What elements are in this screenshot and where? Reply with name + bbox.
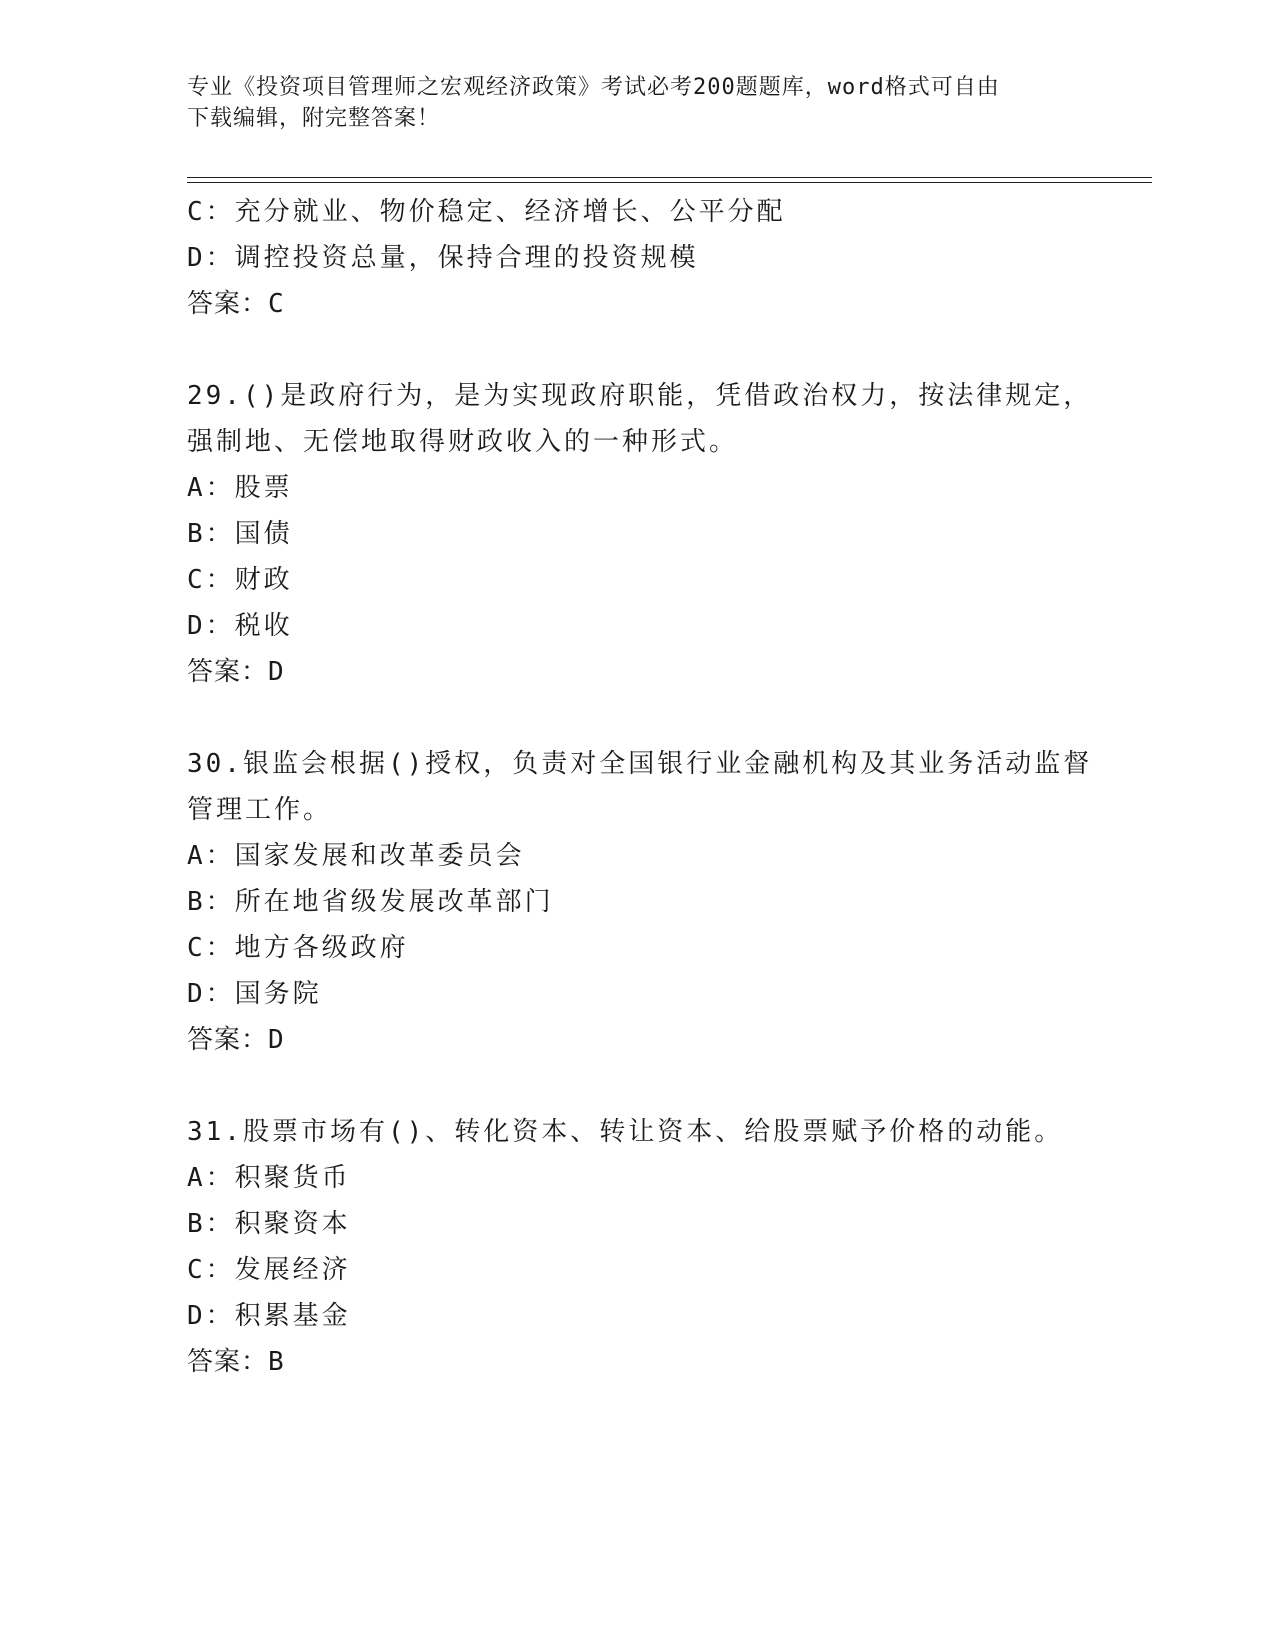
question-31 (187, 1109, 1087, 1385)
question-29 (187, 373, 1093, 695)
option-label: D： (187, 1301, 235, 1331)
option-label: B： (187, 887, 235, 917)
option-a (187, 833, 1087, 879)
option-text: 国债 (234, 519, 293, 549)
option-text: 地方各级政府 (234, 933, 409, 963)
option-d (187, 603, 1087, 649)
option-d (187, 971, 1087, 1017)
option-label: D： (187, 243, 235, 273)
option-b (187, 1201, 1087, 1247)
option-text: 发展经济 (234, 1255, 351, 1285)
spacer (187, 327, 1087, 373)
option-label: C： (187, 565, 235, 595)
spacer (187, 1063, 1087, 1109)
option-label: C： (187, 1255, 235, 1285)
option-text: 国家发展和改革委员会 (234, 841, 525, 871)
option-label: D： (187, 979, 235, 1009)
page-header (187, 72, 1087, 134)
option-label: A： (187, 473, 235, 503)
option-text: 国务院 (234, 979, 322, 1009)
option-label: C： (187, 197, 235, 227)
option-text: 所在地省级发展改革部门 (234, 887, 554, 917)
option-text: 积累基金 (234, 1301, 351, 1331)
option-c (187, 189, 1087, 235)
header-rule-top (187, 177, 1152, 178)
option-d (187, 1293, 1087, 1339)
option-label: A： (187, 841, 235, 871)
option-text: 调控投资总量，保持合理的投资规模 (234, 243, 699, 273)
question-text-line-2: 强制地、无偿地取得财政收入的一种形式。 (187, 427, 739, 457)
header-line-1: 专业《投资项目管理师之宏观经济政策》考试必考200题题库，word格式可自由 (187, 75, 1000, 100)
option-c (187, 557, 1087, 603)
option-text: 积聚资本 (234, 1209, 351, 1239)
option-text: 充分就业、物价稳定、经济增长、公平分配 (234, 197, 786, 227)
option-b (187, 879, 1087, 925)
answer-line: 答案：C (187, 289, 285, 319)
option-label: B： (187, 1209, 235, 1239)
option-d (187, 235, 1087, 281)
header-rule-bottom (187, 182, 1152, 183)
spacer (187, 695, 1087, 741)
question-30 (187, 741, 1093, 1063)
option-a (187, 1155, 1087, 1201)
option-label: C： (187, 933, 235, 963)
option-text: 积聚货币 (234, 1163, 351, 1193)
prev-question-block (187, 189, 1087, 327)
option-b (187, 511, 1087, 557)
question-text-line-1: 29.()是政府行为，是为实现政府职能，凭借政治权力，按法律规定， (187, 381, 1093, 411)
answer-line: 答案：B (187, 1347, 285, 1377)
option-text: 股票 (234, 473, 293, 503)
option-text: 税收 (234, 611, 293, 641)
option-c (187, 1247, 1087, 1293)
header-line-2: 下载编辑，附完整答案！ (187, 106, 441, 131)
question-text-line-1: 31.股票市场有()、转化资本、转让资本、给股票赋予价格的动能。 (187, 1117, 1064, 1147)
option-label: B： (187, 519, 235, 549)
question-text-line-2: 管理工作。 (187, 795, 333, 825)
question-content (187, 189, 1093, 1385)
answer-line: 答案：D (187, 1025, 285, 1055)
option-label: D： (187, 611, 235, 641)
question-text-line-1: 30.银监会根据()授权，负责对全国银行业金融机构及其业务活动监督 (187, 749, 1093, 779)
option-c (187, 925, 1087, 971)
option-a (187, 465, 1087, 511)
option-text: 财政 (234, 565, 293, 595)
answer-line: 答案：D (187, 657, 285, 687)
option-label: A： (187, 1163, 235, 1193)
